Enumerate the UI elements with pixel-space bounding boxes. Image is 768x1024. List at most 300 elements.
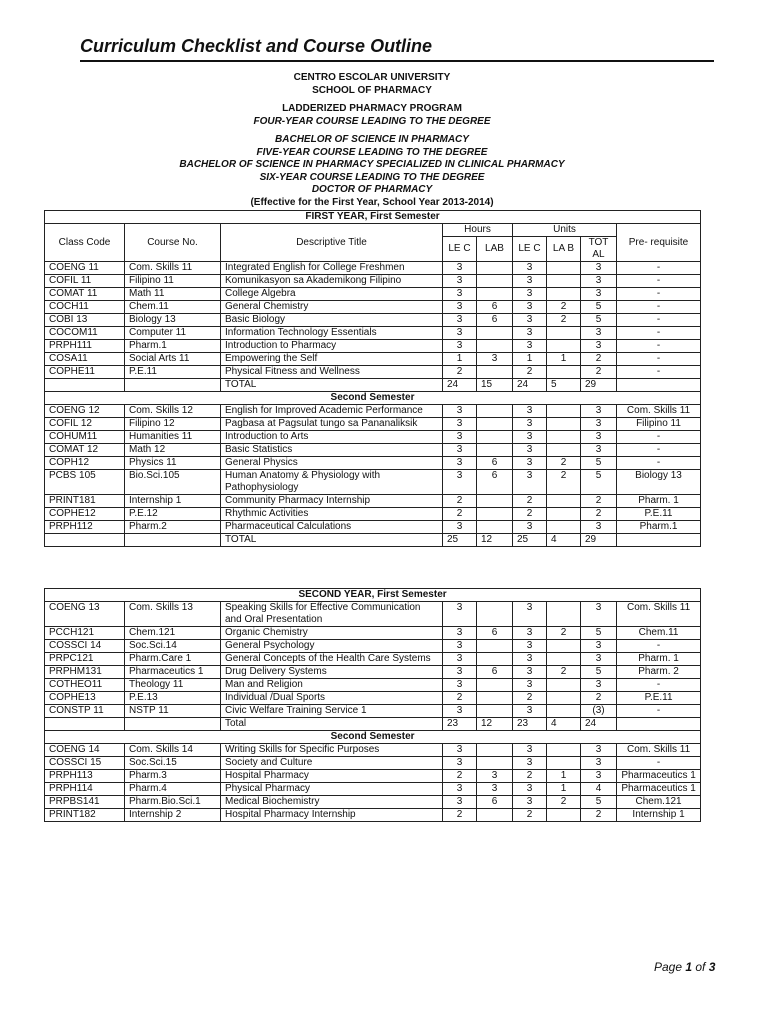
- units-lec-cell: 3: [513, 653, 547, 666]
- class-code-cell: COHUM11: [45, 431, 125, 444]
- prereq-cell: Chem.11: [617, 627, 701, 640]
- first-year-table: [44, 210, 701, 547]
- empty-cell: [125, 379, 221, 392]
- units-lab-cell: 1: [547, 353, 581, 366]
- units-lab-cell: [547, 418, 581, 431]
- title-cell: Civic Welfare Training Service 1: [221, 705, 443, 718]
- hours-lab-cell: [477, 495, 513, 508]
- hours-lec-cell: 3: [443, 679, 477, 692]
- class-code-cell: PRPHM131: [45, 666, 125, 679]
- table-row: [45, 783, 701, 796]
- table-row: [45, 692, 701, 705]
- title-cell: General Physics: [221, 457, 443, 470]
- hours-lab-cell: 6: [477, 457, 513, 470]
- units-lab-cell: 2: [547, 457, 581, 470]
- units-total-cell: 3: [581, 262, 617, 275]
- course-no-cell: Internship 1: [125, 495, 221, 508]
- units-lec-cell: 3: [513, 314, 547, 327]
- course-no-cell: Com. Skills 12: [125, 405, 221, 418]
- hours-lec-cell: 3: [443, 640, 477, 653]
- units-lab-cell: [547, 705, 581, 718]
- hours-lab-cell: [477, 431, 513, 444]
- table-row: [45, 508, 701, 521]
- course-no-cell: Computer 11: [125, 327, 221, 340]
- total-units-lab: 5: [547, 379, 581, 392]
- units-total-cell: 3: [581, 653, 617, 666]
- prereq-cell: P.E.11: [617, 692, 701, 705]
- table-row: [45, 521, 701, 534]
- class-code-cell: PRPH111: [45, 340, 125, 353]
- hours-lec-cell: 3: [443, 653, 477, 666]
- units-lab-cell: [547, 640, 581, 653]
- hours-lab-cell: [477, 288, 513, 301]
- hours-lab-cell: [477, 521, 513, 534]
- hours-lec-cell: 3: [443, 457, 477, 470]
- hours-lab-cell: [477, 327, 513, 340]
- units-lab-cell: [547, 275, 581, 288]
- hours-lab-cell: [477, 679, 513, 692]
- units-lab-cell: [547, 366, 581, 379]
- title-cell: Human Anatomy & Physiology with Pathophysiology: [221, 470, 443, 495]
- class-code-cell: COSSCI 14: [45, 640, 125, 653]
- units-total-cell: 5: [581, 470, 617, 495]
- table-row: [45, 653, 701, 666]
- units-lab-cell: [547, 757, 581, 770]
- col-units: Units: [513, 224, 617, 237]
- title-underline: [80, 60, 714, 62]
- title-cell: Society and Culture: [221, 757, 443, 770]
- effective-note: (Effective for the First Year, School Year 2013-2014): [250, 196, 494, 208]
- units-lec-cell: 3: [513, 262, 547, 275]
- prereq-cell: Com. Skills 11: [617, 744, 701, 757]
- university-name: CENTRO ESCOLAR UNIVERSITY: [293, 72, 451, 83]
- title-cell: Basic Biology: [221, 314, 443, 327]
- class-code-cell: COPHE11: [45, 366, 125, 379]
- units-lab-cell: [547, 679, 581, 692]
- title-cell: Introduction to Arts: [221, 431, 443, 444]
- prereq-cell: Pharm. 2: [617, 666, 701, 679]
- empty-cell: [45, 379, 125, 392]
- degree-2-subtitle: SIX-YEAR COURSE LEADING TO THE DEGREE: [259, 171, 485, 183]
- units-total-cell: 3: [581, 288, 617, 301]
- units-lab-cell: 2: [547, 627, 581, 640]
- table-row: [45, 796, 701, 809]
- table-row: [45, 418, 701, 431]
- units-total-cell: 3: [581, 602, 617, 627]
- prereq-cell: -: [617, 366, 701, 379]
- units-lab-cell: [547, 327, 581, 340]
- hours-lab-cell: 6: [477, 301, 513, 314]
- hours-lec-cell: 2: [443, 366, 477, 379]
- course-no-cell: Com. Skills 14: [125, 744, 221, 757]
- units-total-cell: 2: [581, 692, 617, 705]
- hours-lec-cell: 3: [443, 521, 477, 534]
- units-lec-cell: 3: [513, 796, 547, 809]
- units-total-cell: 3: [581, 679, 617, 692]
- second-year-table: [44, 588, 701, 822]
- class-code-cell: PRPH113: [45, 770, 125, 783]
- course-no-cell: P.E.13: [125, 692, 221, 705]
- hours-lab-cell: 6: [477, 314, 513, 327]
- units-lec-cell: 3: [513, 431, 547, 444]
- units-lec-cell: 3: [513, 679, 547, 692]
- empty-cell: [45, 534, 125, 547]
- prereq-cell: P.E.11: [617, 508, 701, 521]
- units-lab-cell: 2: [547, 314, 581, 327]
- hours-lab-cell: [477, 744, 513, 757]
- title-cell: Komunikasyon sa Akademikong Filipino: [221, 275, 443, 288]
- hours-lab-cell: [477, 705, 513, 718]
- table-row: [45, 262, 701, 275]
- course-no-cell: Social Arts 11: [125, 353, 221, 366]
- units-lec-cell: 3: [513, 301, 547, 314]
- class-code-cell: COBI 13: [45, 314, 125, 327]
- prereq-cell: Chem.121: [617, 796, 701, 809]
- hours-lec-cell: 2: [443, 495, 477, 508]
- prereq-cell: Internship 1: [617, 809, 701, 822]
- title-cell: Information Technology Essentials: [221, 327, 443, 340]
- units-lec-cell: 3: [513, 627, 547, 640]
- units-total-cell: 3: [581, 431, 617, 444]
- units-lec-cell: 2: [513, 508, 547, 521]
- hours-lab-cell: [477, 418, 513, 431]
- table-row: [45, 405, 701, 418]
- units-lab-cell: [547, 431, 581, 444]
- title-cell: Empowering the Self: [221, 353, 443, 366]
- units-lec-cell: 2: [513, 692, 547, 705]
- class-code-cell: COCOM11: [45, 327, 125, 340]
- title-cell: Writing Skills for Specific Purposes: [221, 744, 443, 757]
- table-row: [45, 340, 701, 353]
- units-lab-cell: [547, 508, 581, 521]
- degree-3: DOCTOR OF PHARMACY: [311, 184, 433, 195]
- units-total-cell: 3: [581, 418, 617, 431]
- prereq-cell: Filipino 11: [617, 418, 701, 431]
- hours-lec-cell: 3: [443, 757, 477, 770]
- class-code-cell: PCCH121: [45, 627, 125, 640]
- prereq-cell: -: [617, 262, 701, 275]
- table-row: [45, 744, 701, 757]
- prereq-cell: -: [617, 705, 701, 718]
- title-cell: Rhythmic Activities: [221, 508, 443, 521]
- table-row: [45, 431, 701, 444]
- units-lab-cell: [547, 602, 581, 627]
- total-label: TOTAL: [221, 379, 443, 392]
- prereq-cell: -: [617, 640, 701, 653]
- total-units-lab: 4: [547, 718, 581, 731]
- total-units: 29: [581, 534, 617, 547]
- total-row: [45, 379, 701, 392]
- hours-lec-cell: 3: [443, 796, 477, 809]
- hours-lab-cell: [477, 692, 513, 705]
- total-units-lec: 25: [513, 534, 547, 547]
- course-no-cell: Pharm.3: [125, 770, 221, 783]
- title-cell: Introduction to Pharmacy: [221, 340, 443, 353]
- prereq-cell: Com. Skills 11: [617, 602, 701, 627]
- hours-lab-cell: [477, 262, 513, 275]
- hours-lab-cell: 3: [477, 353, 513, 366]
- hours-lab-cell: 3: [477, 783, 513, 796]
- class-code-cell: COMAT 11: [45, 288, 125, 301]
- total-hours-lec: 25: [443, 534, 477, 547]
- prereq-cell: -: [617, 757, 701, 770]
- class-code-cell: COTHEO11: [45, 679, 125, 692]
- course-no-cell: Com. Skills 11: [125, 262, 221, 275]
- units-total-cell: 3: [581, 757, 617, 770]
- col-course-no: Course No.: [125, 224, 221, 262]
- course-no-cell: Pharm.1: [125, 340, 221, 353]
- table-row: [45, 679, 701, 692]
- semester-title: Second Semester: [45, 731, 701, 744]
- title-cell: Medical Biochemistry: [221, 796, 443, 809]
- units-lec-cell: 3: [513, 602, 547, 627]
- hours-lec-cell: 3: [443, 705, 477, 718]
- title-cell: Organic Chemistry: [221, 627, 443, 640]
- empty-cell: [617, 379, 701, 392]
- prereq-cell: Pharmaceutics 1: [617, 783, 701, 796]
- empty-cell: [125, 718, 221, 731]
- col-hours-lec: LE C: [443, 237, 477, 262]
- units-total-cell: (3): [581, 705, 617, 718]
- units-lec-cell: 1: [513, 353, 547, 366]
- hours-lec-cell: 3: [443, 602, 477, 627]
- degree-1: BACHELOR OF SCIENCE IN PHARMACY: [275, 134, 469, 145]
- prereq-cell: Pharm. 1: [617, 653, 701, 666]
- hours-lab-cell: [477, 444, 513, 457]
- total-hours-lab: 12: [477, 718, 513, 731]
- course-no-cell: Theology 11: [125, 679, 221, 692]
- units-lab-cell: [547, 521, 581, 534]
- course-no-cell: Chem.11: [125, 301, 221, 314]
- units-total-cell: 2: [581, 366, 617, 379]
- course-no-cell: Pharmaceutics 1: [125, 666, 221, 679]
- hours-lab-cell: [477, 405, 513, 418]
- units-lec-cell: 3: [513, 275, 547, 288]
- empty-cell: [617, 534, 701, 547]
- course-no-cell: Filipino 11: [125, 275, 221, 288]
- units-total-cell: 3: [581, 275, 617, 288]
- title-cell: Hospital Pharmacy: [221, 770, 443, 783]
- units-lec-cell: 3: [513, 705, 547, 718]
- title-cell: College Algebra: [221, 288, 443, 301]
- class-code-cell: COFIL 11: [45, 275, 125, 288]
- units-lab-cell: [547, 653, 581, 666]
- prereq-cell: -: [617, 327, 701, 340]
- course-no-cell: Internship 2: [125, 809, 221, 822]
- document-title: Curriculum Checklist and Course Outline: [80, 36, 433, 56]
- units-lec-cell: 3: [513, 418, 547, 431]
- table-row: [45, 666, 701, 679]
- class-code-cell: PRINT181: [45, 495, 125, 508]
- units-lab-cell: [547, 405, 581, 418]
- class-code-cell: COCH11: [45, 301, 125, 314]
- table-row: [45, 327, 701, 340]
- total-row: [45, 718, 701, 731]
- units-lab-cell: 2: [547, 301, 581, 314]
- course-no-cell: Soc.Sci.14: [125, 640, 221, 653]
- prereq-cell: -: [617, 340, 701, 353]
- course-no-cell: Soc.Sci.15: [125, 757, 221, 770]
- total-label: Total: [221, 718, 443, 731]
- table-row: [45, 457, 701, 470]
- units-total-cell: 5: [581, 627, 617, 640]
- year-title: FIRST YEAR, First Semester: [45, 211, 701, 224]
- col-hours: Hours: [443, 224, 513, 237]
- title-cell: Drug Delivery Systems: [221, 666, 443, 679]
- class-code-cell: COFIL 12: [45, 418, 125, 431]
- hours-lec-cell: 3: [443, 327, 477, 340]
- hours-lec-cell: 3: [443, 314, 477, 327]
- units-lec-cell: 3: [513, 444, 547, 457]
- units-lec-cell: 3: [513, 783, 547, 796]
- course-no-cell: Pharm.Care 1: [125, 653, 221, 666]
- hours-lec-cell: 3: [443, 301, 477, 314]
- hours-lec-cell: 3: [443, 288, 477, 301]
- units-lec-cell: 2: [513, 770, 547, 783]
- units-lab-cell: [547, 340, 581, 353]
- class-code-cell: COPH12: [45, 457, 125, 470]
- course-no-cell: P.E.12: [125, 508, 221, 521]
- units-total-cell: 4: [581, 783, 617, 796]
- total-units-lec: 23: [513, 718, 547, 731]
- units-total-cell: 2: [581, 495, 617, 508]
- units-lab-cell: 1: [547, 783, 581, 796]
- course-no-cell: Filipino 12: [125, 418, 221, 431]
- hours-lab-cell: [477, 640, 513, 653]
- hours-lab-cell: [477, 366, 513, 379]
- units-total-cell: 3: [581, 327, 617, 340]
- col-title: Descriptive Title: [221, 224, 443, 262]
- course-no-cell: Com. Skills 13: [125, 602, 221, 627]
- title-cell: Physical Fitness and Wellness: [221, 366, 443, 379]
- class-code-cell: PCBS 105: [45, 470, 125, 495]
- total-row: [45, 534, 701, 547]
- hours-lec-cell: 3: [443, 262, 477, 275]
- total-hours-lec: 23: [443, 718, 477, 731]
- class-code-cell: PRPBS141: [45, 796, 125, 809]
- hours-lec-cell: 3: [443, 275, 477, 288]
- course-no-cell: Physics 11: [125, 457, 221, 470]
- prereq-cell: Com. Skills 11: [617, 405, 701, 418]
- units-total-cell: 5: [581, 301, 617, 314]
- units-total-cell: 2: [581, 508, 617, 521]
- total-label: TOTAL: [221, 534, 443, 547]
- hours-lec-cell: 3: [443, 470, 477, 495]
- units-lec-cell: 3: [513, 521, 547, 534]
- course-no-cell: Pharm.Bio.Sci.1: [125, 796, 221, 809]
- table-row: [45, 770, 701, 783]
- hours-lab-cell: 6: [477, 666, 513, 679]
- hours-lec-cell: 3: [443, 431, 477, 444]
- units-lec-cell: 2: [513, 809, 547, 822]
- units-total-cell: 2: [581, 353, 617, 366]
- units-total-cell: 5: [581, 457, 617, 470]
- units-lec-cell: 2: [513, 495, 547, 508]
- hours-lab-cell: [477, 602, 513, 627]
- hours-lab-cell: 6: [477, 796, 513, 809]
- total-hours-lec: 24: [443, 379, 477, 392]
- class-code-cell: PRPH112: [45, 521, 125, 534]
- hours-lec-cell: 3: [443, 405, 477, 418]
- class-code-cell: COPHE13: [45, 692, 125, 705]
- prereq-cell: -: [617, 457, 701, 470]
- table-row: [45, 705, 701, 718]
- units-total-cell: 3: [581, 444, 617, 457]
- empty-cell: [45, 718, 125, 731]
- table-row: [45, 757, 701, 770]
- units-total-cell: 5: [581, 666, 617, 679]
- prereq-cell: Pharmaceutics 1: [617, 770, 701, 783]
- total-units-lab: 4: [547, 534, 581, 547]
- col-prereq: Pre- requisite: [617, 224, 701, 262]
- units-lec-cell: 3: [513, 666, 547, 679]
- hours-lec-cell: 2: [443, 809, 477, 822]
- hours-lab-cell: 3: [477, 770, 513, 783]
- degree-2: BACHELOR OF SCIENCE IN PHARMACY SPECIALIZED IN CLINICAL PHARMACY: [179, 159, 565, 170]
- class-code-cell: COENG 12: [45, 405, 125, 418]
- title-cell: English for Improved Academic Performance: [221, 405, 443, 418]
- class-code-cell: COMAT 12: [45, 444, 125, 457]
- col-units-lec: LE C: [513, 237, 547, 262]
- course-no-cell: Humanities 11: [125, 431, 221, 444]
- table-row: [45, 301, 701, 314]
- hours-lab-cell: 6: [477, 627, 513, 640]
- hours-lec-cell: 3: [443, 418, 477, 431]
- units-total-cell: 3: [581, 521, 617, 534]
- class-code-cell: COSSCI 15: [45, 757, 125, 770]
- class-code-cell: PRPC121: [45, 653, 125, 666]
- title-cell: Hospital Pharmacy Internship: [221, 809, 443, 822]
- hours-lab-cell: [477, 508, 513, 521]
- units-lec-cell: 3: [513, 405, 547, 418]
- prereq-cell: -: [617, 679, 701, 692]
- units-total-cell: 3: [581, 405, 617, 418]
- units-lec-cell: 3: [513, 340, 547, 353]
- prereq-cell: Pharm.1: [617, 521, 701, 534]
- prereq-cell: -: [617, 301, 701, 314]
- table-row: [45, 288, 701, 301]
- units-lab-cell: [547, 288, 581, 301]
- units-lec-cell: 3: [513, 757, 547, 770]
- total-hours-lab: 12: [477, 534, 513, 547]
- units-lec-cell: 3: [513, 457, 547, 470]
- table-row: [45, 602, 701, 627]
- units-lab-cell: [547, 495, 581, 508]
- hours-lec-cell: 3: [443, 444, 477, 457]
- prereq-cell: -: [617, 314, 701, 327]
- total-units: 24: [581, 718, 617, 731]
- table-row: [45, 275, 701, 288]
- class-code-cell: PRPH114: [45, 783, 125, 796]
- units-lab-cell: 2: [547, 796, 581, 809]
- hours-lab-cell: [477, 757, 513, 770]
- program-subtitle: FOUR-YEAR COURSE LEADING TO THE DEGREE: [253, 115, 491, 127]
- hours-lec-cell: 3: [443, 744, 477, 757]
- title-cell: Speaking Skills for Effective Communication and Oral Presentation: [221, 602, 443, 627]
- prereq-cell: Pharm. 1: [617, 495, 701, 508]
- units-lab-cell: 2: [547, 470, 581, 495]
- table-row: [45, 314, 701, 327]
- title-cell: Physical Pharmacy: [221, 783, 443, 796]
- units-lab-cell: [547, 809, 581, 822]
- units-lec-cell: 3: [513, 640, 547, 653]
- course-no-cell: NSTP 11: [125, 705, 221, 718]
- hours-lec-cell: 3: [443, 783, 477, 796]
- table-row: [45, 470, 701, 495]
- prereq-cell: -: [617, 275, 701, 288]
- class-code-cell: COENG 14: [45, 744, 125, 757]
- hours-lec-cell: 3: [443, 666, 477, 679]
